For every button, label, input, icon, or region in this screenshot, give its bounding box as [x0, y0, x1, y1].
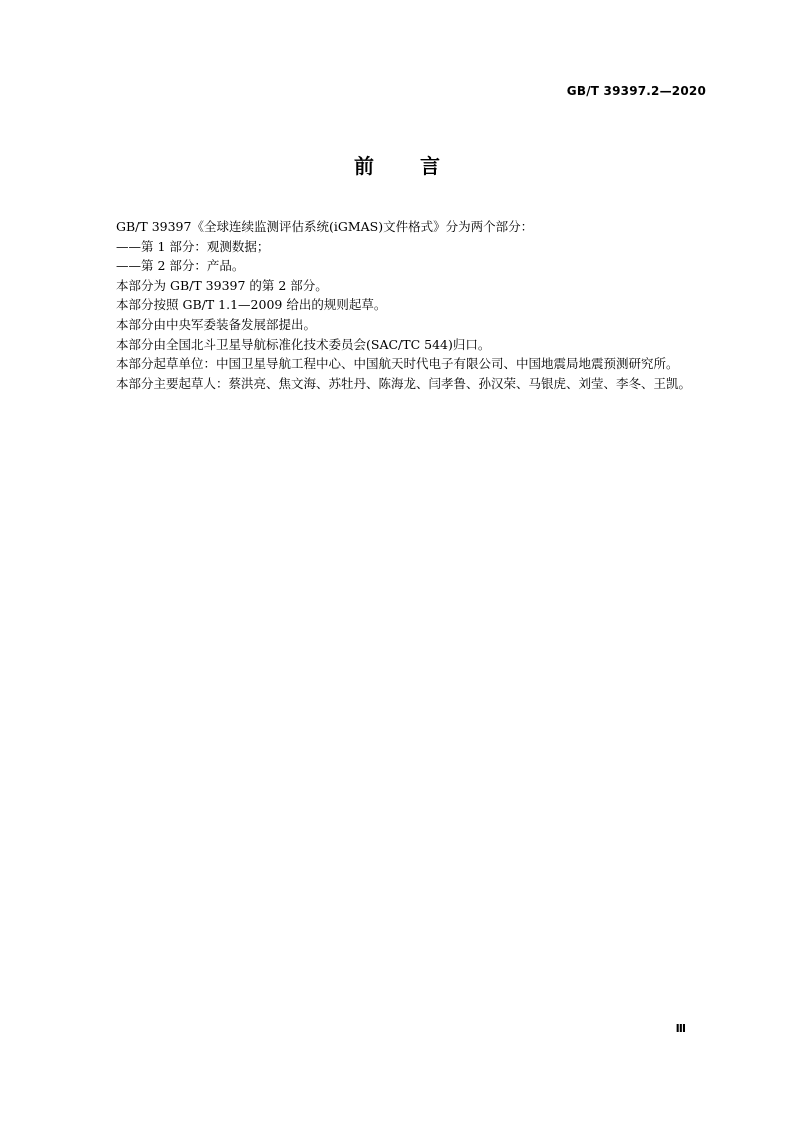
paragraph-parts-intro: GB/T 39397《全球连续监测评估系统(iGMAS)文件格式》分为两个部分： — [116, 219, 534, 234]
title-char-2: 言 — [420, 154, 440, 178]
standard-code: GB/T 39397.2—2020 — [566, 84, 706, 98]
paragraph-drafting-units: 本部分起草单位：中国卫星导航工程中心、中国航天时代电子有限公司、中国地震局地震预测研究所。 — [116, 356, 679, 372]
paragraph-under-jurisdiction: 本部分由全国北斗卫星导航标准化技术委员会(SAC/TC 544)归口。 — [116, 336, 491, 352]
foreword-body — [88, 217, 708, 393]
paragraph-part-2: ——第 2 部分：产品。 — [116, 258, 245, 274]
paragraph-this-part: 本部分为 GB/T 39397 的第 2 部分。 — [116, 277, 328, 293]
paragraph-drafters: 本部分主要起草人：蔡洪亮、焦文海、苏牡丹、陈海龙、闫孝鲁、孙汉荣、马银虎、刘莹、李冬、王凯。 — [116, 375, 692, 391]
page-title — [0, 150, 794, 179]
paragraph-drafting-rules: 本部分按照 GB/T 1.1—2009 给出的规则起草。 — [116, 297, 387, 313]
paragraph-proposed-by: 本部分由中央军委装备发展部提出。 — [116, 316, 317, 332]
paragraph-part-1: ——第 1 部分：观测数据； — [116, 238, 270, 254]
page-number: Ⅲ — [675, 1022, 686, 1035]
title-char-1: 前 — [354, 154, 374, 178]
